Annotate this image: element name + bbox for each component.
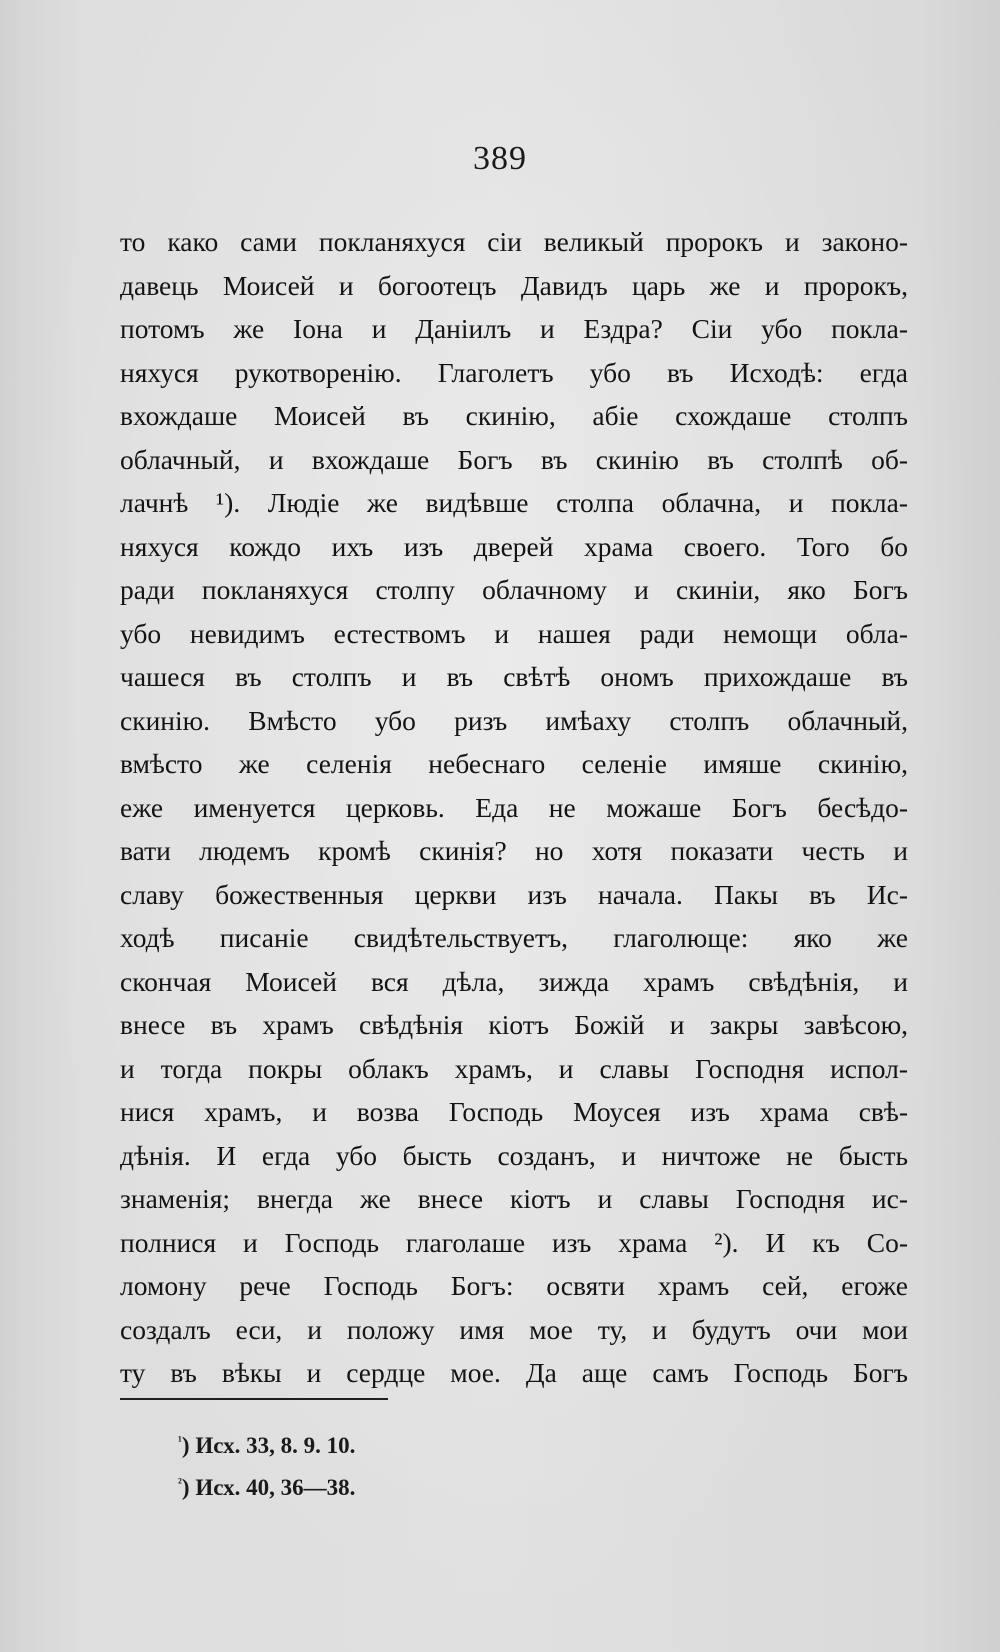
text-line: потомъ же Іона и Даніилъ и Ездра? Сіи убо покла-	[120, 313, 908, 344]
text-line: облачный, и вхождаше Богъ въ скинію въ столпѣ об-	[120, 443, 908, 475]
text-line: еже именуется церковь. Еда не можаше Богъ бесѣдо-	[120, 791, 908, 823]
footnote	[178, 1462, 355, 1504]
footnote-rule	[120, 1398, 388, 1400]
text-line: внесе въ храмъ свѣдѣнія кіотъ Божій и закры завѣсою,	[120, 1009, 908, 1040]
page-number: 389	[473, 140, 527, 177]
text-line: дѣнія. И егда убо бысть созданъ, и ничтоже не бысть	[120, 1139, 908, 1171]
text-line: вхождаше Моисей въ скинію, абіе схождаше столпъ	[120, 400, 908, 431]
text-line: знаменія; внегда же внесе кіотъ и славы Господня ис-	[120, 1183, 908, 1214]
text-line: славу божественныя церкви изъ начала. Пакы въ Ис-	[120, 878, 908, 910]
text-line: ходѣ писаніе свидѣтельствуетъ, глаголюще: яко же	[120, 922, 908, 953]
text-line: ради покланяхуся столпу облачному и скиніи, яко Богъ	[120, 574, 908, 605]
text-line: нися храмъ, и возва Господь Моусея изъ храма свѣ-	[120, 1096, 908, 1127]
footnote-marker: ¹	[178, 1433, 182, 1448]
text-line: скончая Моисей вся дѣла, зиждa храмъ свѣдѣнія, и	[120, 965, 908, 997]
text-line: чашеся въ столпъ и въ свѣтѣ ономъ прихождаше въ	[120, 661, 908, 692]
text-line: скинію. Вмѣсто убо ризъ имѣаху столпъ облачный,	[120, 704, 908, 736]
footnote-text: ) Исх. 40, 36—38.	[181, 1475, 356, 1500]
body-text	[120, 220, 908, 1395]
footnote-text: ) Исх. 33, 8. 9. 10.	[181, 1433, 356, 1458]
footnote	[178, 1420, 355, 1462]
text-line: ломону рече Господь Богъ: освяти храмъ сей, егоже	[120, 1270, 908, 1301]
footnotes	[178, 1420, 355, 1504]
text-line: лачнѣ ¹). Людіе же видѣвше столпа облачна, и покла-	[120, 487, 908, 518]
text-line: ту въ вѣкы и сердце мое. Да аще самъ Господь Богъ	[120, 1357, 908, 1388]
text-line: вмѣсто же селенія небеснаго селеніе имяше скинію,	[120, 748, 908, 779]
text-line: то како сами покланяхуся сіи великый пророкъ и законо-	[120, 226, 908, 257]
text-line: и тогда покры облакъ храмъ, и славы Господня испол-	[120, 1052, 908, 1084]
text-line: няхуся кождо ихъ изъ дверей храма своего. Того бо	[120, 530, 908, 562]
text-line: полнися и Господь глаголаше изъ храма ²). И къ Со-	[120, 1226, 908, 1258]
text-line: убо невидимъ естествомъ и нашея ради немощи обла-	[120, 617, 908, 649]
text-line: няхуся рукотворенію. Глаголетъ убо въ Исходѣ: егда	[120, 356, 908, 388]
text-line: создалъ еси, и положу имя мое ту, и будутъ очи мои	[120, 1313, 908, 1345]
text-line: давець Моисей и богоотецъ Давидъ царь же и пророкъ,	[120, 269, 908, 301]
footnote-marker: ²	[178, 1475, 182, 1490]
text-line: вати людемъ кромѣ скинія? но хотя показати честь и	[120, 835, 908, 866]
